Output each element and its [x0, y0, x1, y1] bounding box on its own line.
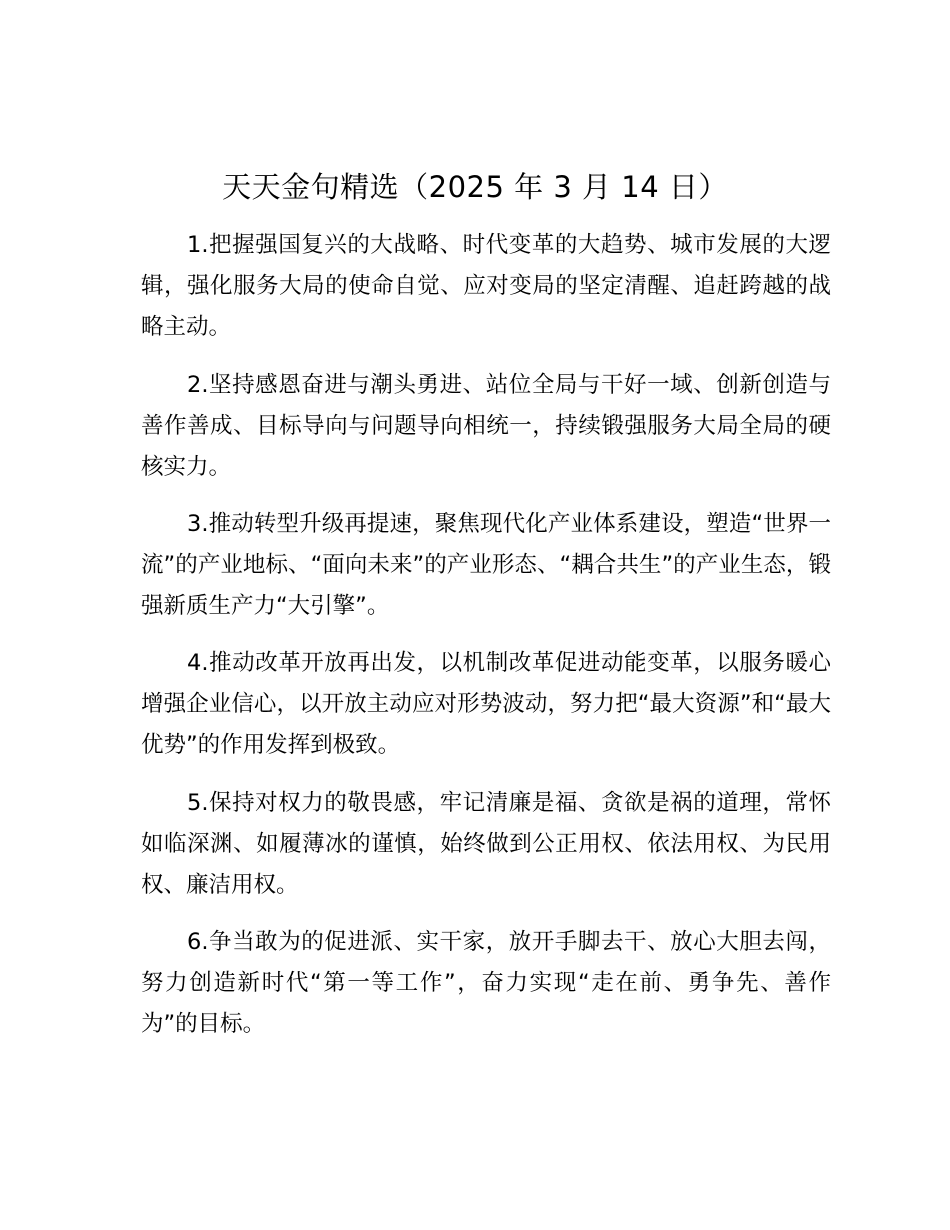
quote-item-6: 6.争当敢为的促进派、实干家，放开手脚去干、放心大胆去闯，努力创造新时代“第一等工作”，奋力实现“走在前、勇争先、善作为”的目标。 — [141, 929, 831, 1037]
quote-item-1: 1.把握强国复兴的大战略、时代变革的大趋势、城市发展的大逻辑，强化服务大局的使命自觉、应对变局的坚定清醒、追赶跨越的战略主动。 — [141, 232, 831, 340]
quote-item-3: 3.推动转型升级再提速，聚焦现代化产业体系建设，塑造“世界一流”的产业地标、“面向未来”的产业形态、“耦合共生”的产业生态，锻强新质生产力“大引擎”。 — [141, 511, 831, 619]
quote-item-5: 5.保持对权力的敬畏感，牢记清廉是福、贪欲是祸的道理，常怀如临深渊、如履薄冰的谨慎，始终做到公正用权、依法用权、为民用权、廉洁用权。 — [141, 790, 831, 898]
quote-item-2: 2.坚持感恩奋进与潮头勇进、站位全局与干好一域、创新创造与善作善成、目标导向与问题导向相统一，持续锻强服务大局全局的硬核实力。 — [141, 372, 831, 480]
quote-item-4: 4.推动改革开放再出发，以机制改革促进动能变革，以服务暖心增强企业信心，以开放主动应对形势波动，努力把“最大资源”和“最大优势”的作用发挥到极致。 — [141, 650, 831, 758]
document-title: 天天金句精选（2025 年 3 月 14 日） — [222, 170, 728, 204]
